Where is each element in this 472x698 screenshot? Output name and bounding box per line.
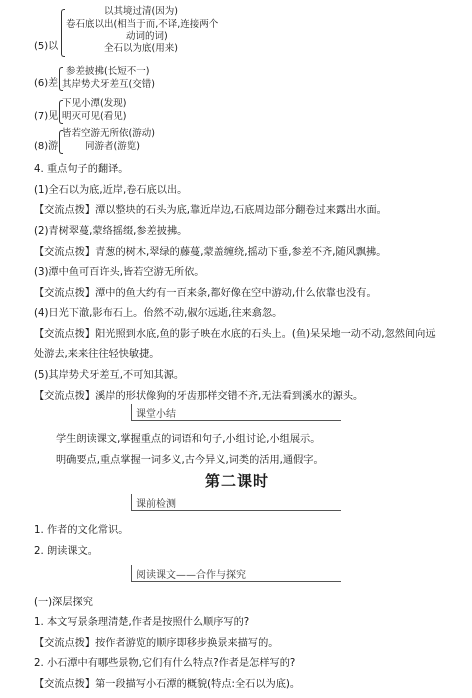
term-5-line-2: 卷石底以出(相当于而,不译,连接两个 <box>66 19 219 30</box>
tag-bracket <box>131 404 132 420</box>
sentence-answer: 【交流点拨】阳光照到水底,鱼的影子映在水底的石头上。(鱼)呆呆地一动不动,忽然间向远 <box>34 329 436 340</box>
term-5-line-1: 以其境过清(因为) <box>104 6 178 17</box>
sentence-question: (1)全石以为底,近岸,卷石底以出。 <box>34 185 188 196</box>
tag-underline <box>131 510 341 511</box>
tag-bracket <box>131 565 132 581</box>
tag-underline <box>131 581 341 582</box>
reading-tag: 阅读课文——合作与探究 <box>136 570 246 581</box>
term-8-line-2: 同游者(游览) <box>85 141 140 152</box>
term-8-line-1: 皆若空游无所依(游动) <box>62 128 155 139</box>
brace-5 <box>61 9 65 57</box>
summary-paragraph: 学生朗读课文,掌握重点的词语和句子,小组讨论,小组展示。 <box>56 434 321 445</box>
tag-bracket <box>131 494 132 510</box>
subsection-heading: (一)深层探究 <box>34 597 93 608</box>
sentence-question: (3)潭中鱼可百许头,皆若空游无所依。 <box>34 267 205 278</box>
reading-answer: 【交流点拨】按作者游览的顺序即移步换景来描写的。 <box>34 638 279 649</box>
term-marker-5: (5)以 <box>34 41 59 52</box>
pretest-item: 1. 作者的文化常识。 <box>34 525 129 536</box>
reading-answer: 【交流点拨】第一段描写小石潭的概貌(特点:全石以为底)。 <box>34 679 301 690</box>
term-6-line-1: 参差披拂(长短不一) <box>66 66 150 77</box>
sentence-answer: 【交流点拨】潭以整块的石头为底,靠近岸边,石底周边部分翻卷过来露出水面。 <box>34 205 387 216</box>
term-5-line-3: 动词的词) <box>126 31 168 42</box>
term-5-line-4: 全石以为底(用来) <box>104 43 178 54</box>
sentence-question: (5)其岸势犬牙差互,不可知其源。 <box>34 370 185 381</box>
pretest-item: 2. 朗读课文。 <box>34 546 98 557</box>
summary-paragraph: 明确要点,重点掌握一词多义,古今异义,词类的活用,通假字。 <box>56 455 324 466</box>
term-marker-7: (7)见 <box>34 111 59 122</box>
tag-underline <box>131 420 341 421</box>
term-6-line-2: 其岸势犬牙差互(交错) <box>62 79 155 90</box>
reading-question: 1. 本文写景条理清楚,作者是按照什么顺序写的? <box>34 617 250 628</box>
sentence-answer-continued: 处游去,来来往往轻快敏捷。 <box>34 349 160 360</box>
sentence-answer: 【交流点拨】溪岸的形状像狗的牙齿那样交错不齐,无法看到溪水的源头。 <box>34 391 364 402</box>
section-heading: 4. 重点句子的翻译。 <box>34 164 129 175</box>
term-7-line-1: 下见小潭(发现) <box>62 98 127 109</box>
sentence-question: (4)日光下澈,影布石上。佁然不动,俶尔远逝,往来翕忽。 <box>34 308 283 319</box>
reading-question: 2. 小石潭中有哪些景物,它们有什么特点?作者是怎样写的? <box>34 658 296 669</box>
term-7-line-2: 明灭可见(看见) <box>62 111 127 122</box>
summary-tag: 课堂小结 <box>136 409 176 420</box>
pretest-tag: 课前检测 <box>136 499 176 510</box>
sentence-answer: 【交流点拨】潭中的鱼大约有一百来条,都好像在空中游动,什么依靠也没有。 <box>34 288 377 299</box>
lesson-title: 第二课时 <box>205 472 270 490</box>
sentence-question: (2)青树翠蔓,蒙络摇缀,参差披拂。 <box>34 226 188 237</box>
term-marker-6: (6)差 <box>34 78 59 89</box>
term-marker-8: (8)游 <box>34 141 59 152</box>
sentence-answer: 【交流点拨】青葱的树木,翠绿的藤蔓,蒙盖缠绕,摇动下垂,参差不齐,随风飘拂。 <box>34 247 387 258</box>
